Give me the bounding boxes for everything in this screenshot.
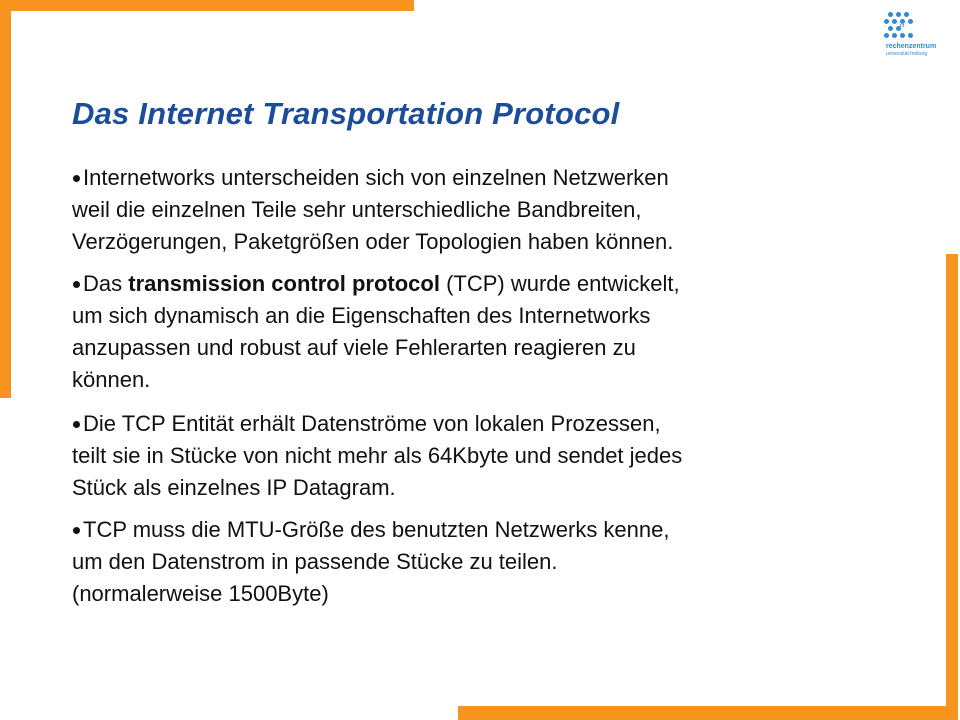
bullet-dot-icon [73, 527, 80, 534]
logo-name: rechenzentrum [886, 43, 937, 50]
bullet-line [72, 268, 912, 300]
bullet-dot-icon [73, 421, 80, 428]
logo-dots-icon [884, 12, 920, 46]
bullet-item [72, 268, 912, 396]
bullet-line: anzupassen und robust auf viele Fehlerarten reagieren zu [72, 335, 636, 360]
rechenzentrum-logo [880, 12, 950, 62]
logo-subtitle: universität freiburg [886, 51, 928, 57]
orange-bar-left [0, 0, 11, 398]
bullet-text-pre: Das [83, 271, 129, 296]
logo-mark: rz [900, 23, 905, 29]
bullet-line: um sich dynamisch an die Eigenschaften des Internetworks [72, 303, 651, 328]
bullet-line: können. [72, 367, 151, 392]
orange-bar-right [946, 254, 958, 720]
slide-title: Das Internet Transportation Protocol [72, 96, 620, 131]
bullet-text-post: (TCP) wurde entwickelt, [439, 271, 680, 296]
bullet-dot-icon [73, 175, 80, 182]
bullet-line: Stück als einzelnes IP Datagram. [72, 475, 396, 500]
bullet-list [72, 162, 912, 620]
bullet-dot-icon [73, 281, 80, 288]
bullet-item [72, 162, 912, 258]
orange-bar-top [0, 0, 414, 11]
bullet-text-bold: transmission control protocol [128, 271, 440, 296]
bullet-item [72, 408, 912, 504]
bullet-line: weil die einzelnen Teile sehr unterschiedliche Bandbreiten, [72, 197, 642, 222]
bullet-line: TCP muss die MTU-Größe des benutzten Netzwerks kenne, [83, 517, 670, 542]
bullet-line: Internetworks unterscheiden sich von einzelnen Netzwerken [83, 165, 669, 190]
bullet-item [72, 514, 912, 610]
orange-bar-bottom [458, 706, 958, 720]
bullet-line: teilt sie in Stücke von nicht mehr als 64Kbyte und sendet jedes [72, 443, 683, 468]
bullet-line: Verzögerungen, Paketgrößen oder Topologien haben können. [72, 229, 674, 254]
bullet-line: Die TCP Entität erhält Datenströme von lokalen Prozessen, [83, 411, 661, 436]
bullet-line: (normalerweise 1500Byte) [72, 581, 329, 606]
bullet-line: um den Datenstrom in passende Stücke zu teilen. [72, 549, 558, 574]
